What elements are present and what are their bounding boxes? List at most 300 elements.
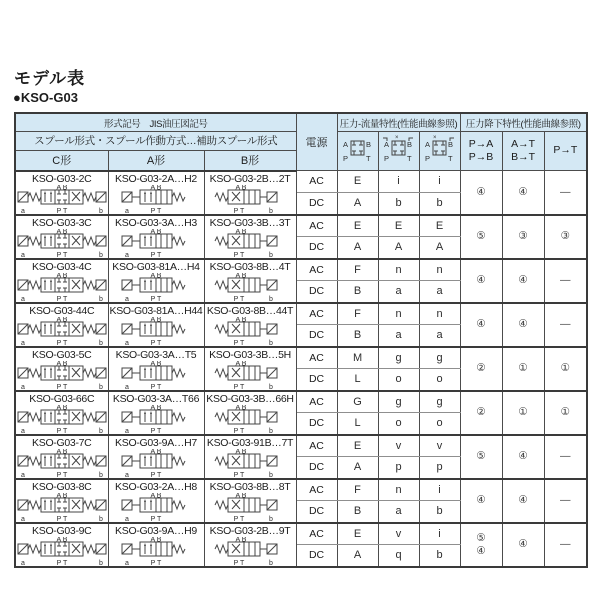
svg-text:A B: A B [235, 184, 247, 191]
valve-symbol-c-icon [16, 185, 108, 214]
flow-letter-cell: o [419, 413, 460, 435]
flow-symbol-ab-drain-center-icon [378, 132, 419, 171]
svg-text:a: a [125, 383, 129, 390]
flow-letter-cell: a [378, 281, 419, 303]
header-flow-group: 圧力-流量特性(性能曲線参照) [337, 113, 460, 132]
svg-text:A B: A B [56, 228, 68, 235]
flow-letter-cell: A [337, 192, 378, 214]
svg-text:b: b [98, 383, 103, 390]
pressure-drop-cell [502, 479, 544, 523]
header-type-b: B形 [204, 150, 296, 170]
pressure-drop-cell [460, 259, 502, 303]
flow-letter-cell: a [419, 281, 460, 303]
flow-letter-cell: i [419, 523, 460, 545]
svg-text:A B: A B [235, 316, 247, 323]
svg-text:b: b [269, 383, 273, 390]
model-code: KSO-G03-91B…7T [206, 436, 294, 449]
drop-col-label: P→B [468, 151, 494, 163]
pressure-drop-value: ① [560, 406, 570, 419]
svg-text:a: a [125, 295, 129, 302]
svg-text:a: a [125, 207, 129, 214]
svg-text:T: T [448, 154, 453, 163]
model-cell-a-row8 [108, 479, 204, 523]
flow-letter-cell: a [419, 325, 460, 347]
model-code: KSO-G03-9A…H7 [115, 436, 197, 449]
pressure-drop-value: ⑤ [476, 532, 486, 545]
power-cell: DC [296, 192, 337, 214]
svg-text:A B: A B [56, 536, 68, 543]
model-code: KSO-G03-2C [32, 172, 92, 185]
model-code: KSO-G03-3C [32, 216, 92, 229]
pressure-drop-cell [544, 391, 587, 435]
svg-text:B: B [407, 140, 413, 149]
model-cell-b-row9 [204, 523, 296, 567]
model-cell-b-row5 [204, 347, 296, 391]
svg-text:a: a [20, 295, 25, 302]
pressure-drop-cell [502, 303, 544, 347]
svg-text:A B: A B [150, 360, 162, 367]
svg-text:b: b [269, 427, 273, 434]
power-cell: DC [296, 413, 337, 435]
model-code: KSO-G03-66C [29, 392, 95, 405]
power-cell: AC [296, 215, 337, 237]
pressure-drop-cell [544, 523, 587, 567]
svg-text:b: b [269, 339, 273, 346]
svg-text:A B: A B [150, 316, 162, 323]
flow-letter-cell: F [337, 303, 378, 325]
svg-text:a: a [125, 427, 129, 434]
svg-text:a: a [20, 207, 25, 214]
svg-text:A B: A B [235, 492, 247, 499]
model-cell-c-row7 [15, 435, 108, 479]
table-row [15, 347, 587, 369]
svg-text:P T: P T [233, 559, 245, 566]
model-cell-b-row1 [204, 171, 296, 215]
svg-text:b: b [269, 251, 273, 258]
model-cell-c-row3 [15, 259, 108, 303]
svg-text:b: b [269, 207, 273, 214]
flow-letter-cell: g [419, 347, 460, 369]
power-cell: DC [296, 237, 337, 259]
drop-col-label: B→T [511, 151, 535, 163]
model-code: KSO-G03-3B…3T [209, 216, 291, 229]
power-cell: DC [296, 457, 337, 479]
valve-symbol-c-icon [16, 449, 108, 478]
pressure-drop-value: ④ [476, 544, 486, 557]
flow-letter-cell: i [419, 479, 460, 501]
model-cell-c-row6 [15, 391, 108, 435]
flow-letter-cell: i [378, 171, 419, 193]
flow-letter-cell: o [378, 369, 419, 391]
pressure-drop-value: ④ [476, 318, 486, 331]
flow-letter-cell: n [419, 259, 460, 281]
svg-text:A B: A B [235, 404, 247, 411]
svg-text:A: A [343, 140, 349, 149]
valve-symbol-c-icon [16, 229, 108, 258]
pressure-drop-cell [460, 391, 502, 435]
svg-text:P T: P T [150, 339, 162, 346]
pressure-drop-value: ④ [518, 538, 528, 551]
valve-symbol-c-icon [16, 317, 108, 346]
model-code: KSO-G03-7C [32, 436, 92, 449]
model-cell-c-row1 [15, 171, 108, 215]
svg-text:B: B [448, 140, 454, 149]
pressure-drop-value: ④ [476, 186, 486, 199]
page-title: モデル表 [14, 69, 86, 88]
flow-letter-cell: A [337, 457, 378, 479]
svg-text:P T: P T [56, 339, 68, 346]
model-cell-a-row3 [108, 259, 204, 303]
table-row [15, 435, 587, 457]
pressure-drop-cell [460, 479, 502, 523]
svg-text:A B: A B [56, 272, 68, 279]
pressure-drop-cell [502, 215, 544, 259]
model-cell-a-row6 [108, 391, 204, 435]
pressure-drop-cell [502, 171, 544, 215]
svg-text:×: × [433, 135, 437, 141]
table-row [15, 523, 587, 545]
model-code: KSO-G03-2A…H8 [115, 480, 197, 493]
model-cell-c-row5 [15, 347, 108, 391]
valve-symbol-a-icon [109, 537, 204, 566]
flow-letter-cell: b [419, 501, 460, 523]
pressure-drop-cell [460, 303, 502, 347]
svg-text:A B: A B [150, 228, 162, 235]
valve-symbol-a-icon [109, 185, 204, 214]
svg-text:b: b [98, 427, 103, 434]
pressure-drop-value: ① [518, 406, 528, 419]
svg-text:P T: P T [150, 207, 162, 214]
pressure-drop-value: ① [560, 362, 570, 375]
pressure-drop-cell [544, 435, 587, 479]
svg-text:P T: P T [56, 251, 68, 258]
svg-text:b: b [98, 207, 103, 214]
model-code: KSO-G03-8B…4T [209, 260, 291, 273]
flow-letter-cell: o [419, 369, 460, 391]
svg-text:a: a [20, 559, 25, 566]
svg-text:P T: P T [150, 251, 162, 258]
flow-letter-cell: E [337, 523, 378, 545]
pressure-drop-cell [460, 171, 502, 215]
flow-letter-cell: E [337, 435, 378, 457]
power-cell: AC [296, 479, 337, 501]
flow-letter-cell: p [378, 457, 419, 479]
flow-letter-cell: b [378, 192, 419, 214]
svg-text:a: a [20, 515, 25, 522]
pressure-drop-value: ④ [476, 494, 486, 507]
svg-text:A B: A B [56, 360, 68, 367]
pressure-drop-cell [544, 303, 587, 347]
svg-text:A B: A B [56, 448, 68, 455]
flow-letter-cell: B [337, 281, 378, 303]
valve-symbol-b-icon [205, 361, 296, 390]
svg-text:a: a [20, 251, 25, 258]
power-cell: DC [296, 501, 337, 523]
model-cell-a-row5 [108, 347, 204, 391]
valve-symbol-a-icon [109, 273, 204, 302]
model-cell-b-row6 [204, 391, 296, 435]
model-code: KSO-G03-8B…8T [209, 480, 291, 493]
model-cell-b-row4 [204, 303, 296, 347]
pressure-drop-value: ④ [518, 450, 528, 463]
header-drop-col-at-bt [502, 132, 544, 171]
pressure-drop-value: ④ [518, 274, 528, 287]
pressure-drop-value: — [560, 494, 571, 507]
flow-letter-cell: B [337, 325, 378, 347]
model-series-label: ●KSO-G03 [13, 90, 78, 105]
header-drop-col-pt [544, 132, 587, 171]
valve-symbol-b-icon [205, 449, 296, 478]
flow-letter-cell: b [419, 545, 460, 567]
flow-letter-cell: E [419, 215, 460, 237]
flow-letter-cell: L [337, 369, 378, 391]
pressure-drop-cell [502, 347, 544, 391]
svg-text:A B: A B [150, 448, 162, 455]
table-row [15, 215, 587, 237]
flow-letter-cell: A [419, 237, 460, 259]
svg-text:b: b [98, 515, 103, 522]
svg-text:a: a [20, 339, 25, 346]
svg-text:P T: P T [233, 295, 245, 302]
svg-text:A B: A B [56, 404, 68, 411]
svg-text:P T: P T [150, 515, 162, 522]
valve-symbol-a-icon [109, 493, 204, 522]
power-cell: AC [296, 523, 337, 545]
flow-letter-cell: v [419, 435, 460, 457]
flow-letter-cell: F [337, 259, 378, 281]
svg-text:P T: P T [233, 471, 245, 478]
svg-text:P T: P T [150, 471, 162, 478]
power-cell: DC [296, 281, 337, 303]
flow-letter-cell: v [378, 523, 419, 545]
pressure-drop-cell [460, 215, 502, 259]
flow-letter-cell: n [378, 479, 419, 501]
valve-symbol-c-icon [16, 361, 108, 390]
pressure-drop-value: ④ [518, 186, 528, 199]
flow-letter-cell: A [337, 545, 378, 567]
header-drop-group: 圧力降下特性(性能曲線参照) [460, 113, 587, 132]
svg-text:b: b [98, 295, 103, 302]
valve-symbol-a-icon [109, 229, 204, 258]
pressure-drop-value: ④ [476, 274, 486, 287]
power-cell: AC [296, 391, 337, 413]
svg-text:P T: P T [56, 471, 68, 478]
svg-text:P T: P T [150, 427, 162, 434]
model-cell-c-row4 [15, 303, 108, 347]
svg-text:a: a [125, 471, 129, 478]
pressure-drop-value: ⑤ [476, 230, 486, 243]
flow-letter-cell: n [419, 303, 460, 325]
valve-symbol-b-icon [205, 537, 296, 566]
model-code: KSO-G03-44C [29, 304, 95, 317]
flow-letter-cell: B [337, 501, 378, 523]
svg-text:P T: P T [56, 383, 68, 390]
power-cell: DC [296, 325, 337, 347]
flow-letter-cell: o [378, 413, 419, 435]
pressure-drop-cell [460, 523, 502, 567]
pressure-drop-cell [544, 215, 587, 259]
model-code: KSO-G03-8B…44T [206, 304, 294, 317]
flow-letter-cell: M [337, 347, 378, 369]
model-code: KSO-G03-2A…H2 [115, 172, 197, 185]
svg-text:a: a [125, 339, 129, 346]
svg-text:P: P [425, 154, 431, 163]
svg-text:b: b [269, 295, 273, 302]
model-code: KSO-G03-4C [32, 260, 92, 273]
flow-letter-cell: A [378, 237, 419, 259]
pressure-drop-value: — [560, 450, 571, 463]
model-cell-c-row2 [15, 215, 108, 259]
flow-letter-cell: a [378, 501, 419, 523]
model-cell-c-row9 [15, 523, 108, 567]
model-cell-a-row9 [108, 523, 204, 567]
svg-text:P T: P T [56, 515, 68, 522]
svg-text:a: a [20, 427, 25, 434]
svg-text:P T: P T [150, 559, 162, 566]
svg-text:P T: P T [233, 383, 245, 390]
flow-letter-cell: q [378, 545, 419, 567]
valve-symbol-c-icon [16, 273, 108, 302]
svg-text:P T: P T [233, 339, 245, 346]
svg-text:A B: A B [56, 184, 68, 191]
svg-text:T: T [366, 154, 371, 163]
svg-text:a: a [125, 559, 129, 566]
svg-text:a: a [20, 383, 25, 390]
svg-text:b: b [98, 471, 103, 478]
svg-text:b: b [269, 471, 273, 478]
svg-text:P T: P T [233, 515, 245, 522]
svg-text:a: a [20, 471, 25, 478]
svg-text:b: b [98, 339, 103, 346]
header-model-group: 形式記号 JIS油圧図記号 [15, 113, 296, 132]
valve-symbol-c-icon [16, 493, 108, 522]
svg-text:A B: A B [56, 316, 68, 323]
model-cell-a-row2 [108, 215, 204, 259]
model-code: KSO-G03-81A…H4 [112, 260, 200, 273]
header-drop-col-pa-pb [460, 132, 502, 171]
svg-text:A B: A B [235, 448, 247, 455]
pressure-drop-cell [544, 259, 587, 303]
header-spool-row: スプール形式・スプール作動方式…補助スプール形式 [15, 132, 296, 151]
valve-symbol-a-icon [109, 317, 204, 346]
table-row [15, 479, 587, 501]
flow-letter-cell: g [419, 391, 460, 413]
power-cell: DC [296, 545, 337, 567]
pressure-drop-value: — [560, 538, 571, 551]
valve-symbol-a-icon [109, 361, 204, 390]
pressure-drop-cell [544, 479, 587, 523]
valve-symbol-a-icon [109, 449, 204, 478]
svg-text:P T: P T [233, 427, 245, 434]
svg-text:A B: A B [150, 404, 162, 411]
svg-text:P T: P T [56, 427, 68, 434]
flow-letter-cell: i [419, 171, 460, 193]
flow-letter-cell: a [378, 325, 419, 347]
header-type-a: A形 [108, 150, 204, 170]
flow-letter-cell: E [337, 215, 378, 237]
pressure-drop-cell [544, 347, 587, 391]
svg-text:P T: P T [56, 207, 68, 214]
svg-text:b: b [98, 251, 103, 258]
pressure-drop-cell [544, 171, 587, 215]
header-power: 電源 [296, 113, 337, 171]
valve-symbol-c-icon [16, 537, 108, 566]
valve-symbol-b-icon [205, 185, 296, 214]
model-code: KSO-G03-3B…5H [209, 348, 291, 361]
model-code: KSO-G03-3A…T5 [115, 348, 197, 361]
model-code: KSO-G03-8C [32, 480, 92, 493]
flow-letter-cell: L [337, 413, 378, 435]
model-cell-a-row4 [108, 303, 204, 347]
pressure-drop-cell [502, 435, 544, 479]
power-cell: DC [296, 369, 337, 391]
flow-letter-cell: G [337, 391, 378, 413]
model-code: KSO-G03-3A…T66 [112, 392, 200, 405]
pressure-drop-cell [502, 523, 544, 567]
drop-col-label: P→T [553, 144, 578, 157]
table-row [15, 259, 587, 281]
table-row [15, 303, 587, 325]
valve-symbol-b-icon [205, 273, 296, 302]
model-cell-b-row2 [204, 215, 296, 259]
svg-text:A B: A B [56, 492, 68, 499]
valve-symbol-b-icon [205, 493, 296, 522]
flow-symbol-b-drain-center-icon [419, 132, 460, 171]
model-code: KSO-G03-3B…66H [206, 392, 294, 405]
svg-text:a: a [125, 251, 129, 258]
svg-text:b: b [98, 559, 103, 566]
pressure-drop-value: — [560, 274, 571, 287]
svg-text:P T: P T [233, 251, 245, 258]
model-code: KSO-G03-5C [32, 348, 92, 361]
svg-text:P T: P T [56, 295, 68, 302]
pressure-drop-cell [460, 347, 502, 391]
svg-text:A B: A B [150, 184, 162, 191]
svg-text:T: T [407, 154, 412, 163]
power-cell: AC [296, 303, 337, 325]
pressure-drop-value: ④ [518, 318, 528, 331]
model-code: KSO-G03-3A…H3 [115, 216, 197, 229]
svg-text:×: × [395, 135, 399, 141]
flow-symbol-closed-center-icon [337, 132, 378, 171]
flow-letter-cell: v [378, 435, 419, 457]
drop-col-label: P→A [468, 137, 494, 150]
valve-symbol-c-icon [16, 405, 108, 434]
model-code: KSO-G03-2B…9T [209, 524, 291, 537]
flow-letter-cell: F [337, 479, 378, 501]
header-type-c: C形 [15, 150, 108, 170]
svg-text:A B: A B [235, 228, 247, 235]
svg-text:B: B [366, 140, 372, 149]
pressure-drop-value: ② [476, 362, 486, 375]
flow-letter-cell: g [378, 347, 419, 369]
svg-text:P T: P T [233, 207, 245, 214]
valve-symbol-b-icon [205, 317, 296, 346]
model-code: KSO-G03-9A…H9 [115, 524, 197, 537]
table-row [15, 171, 587, 193]
flow-letter-cell: A [337, 237, 378, 259]
pressure-drop-value: ① [518, 362, 528, 375]
svg-text:P T: P T [150, 383, 162, 390]
flow-letter-cell: b [419, 192, 460, 214]
flow-letter-cell: p [419, 457, 460, 479]
power-cell: AC [296, 435, 337, 457]
svg-text:P: P [343, 154, 349, 163]
model-code: KSO-G03-81A…H44 [109, 304, 203, 317]
model-cell-b-row7 [204, 435, 296, 479]
pressure-drop-cell [502, 259, 544, 303]
model-table [14, 112, 588, 568]
